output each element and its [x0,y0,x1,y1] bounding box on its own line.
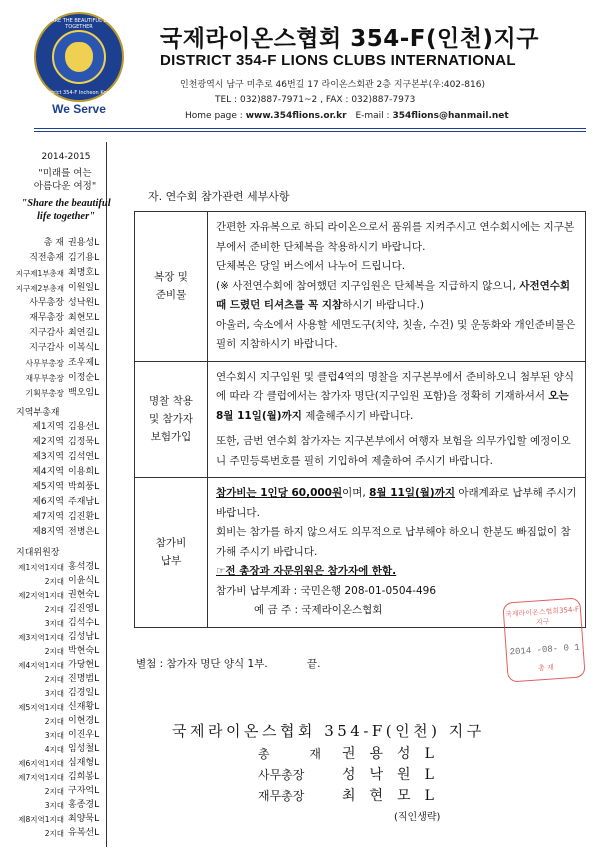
zone-name: 홍석경L [68,562,100,572]
tel-value: 032)887-7971~2 [239,95,318,105]
text-span: 제출해주시기 바랍니다. [301,409,414,422]
holder-value: 국제라이온스협회 [301,604,383,616]
officer-row [14,387,106,400]
logo-text-top: SHARE THE BEAUTIFUL LIFE TOGETHER [44,18,114,30]
region-row [14,496,106,509]
zone-title: 2지대 [44,577,64,586]
seal-omitted-note: (직인생략) [394,812,441,823]
officer-title: 지구감사 [29,328,64,338]
zone-name: 김경일L [68,688,100,698]
officer-title: 직전총재 [29,253,64,263]
footer-org-name: 국제라이온스협회 354-F(인천) 지구 [172,722,485,740]
official-seal [502,597,585,682]
officer-row [14,252,106,265]
row-body-nametag [208,361,586,478]
signer-name: 성낙원L [342,767,448,783]
text-span: 이며, [342,487,370,499]
signer-title: 총 재 [258,747,339,761]
org-name-en: DISTRICT 354-F LIONS CLUBS INTERNATIONAL [160,52,516,69]
slogan-en-line-1: "Share the beautiful [21,198,111,209]
label-line: 복장 및 [154,271,188,284]
officer-title: 총 재 [43,238,64,248]
tel-label: TEL : [215,95,238,105]
sidebar-slogan-ko [20,167,110,193]
zone-name: 김희봉L [68,772,100,782]
zone-title: 제2지역1지대 [18,591,64,600]
paragraph [216,484,577,523]
region-header: 지역부총재 [16,408,60,418]
officer-title: 지구제1부총재 [15,269,64,278]
zone-name: 최양묵L [68,814,100,824]
region-name: 김정묵L [68,437,100,447]
district-logo [34,12,124,102]
officer-row [14,357,106,370]
region-row [14,466,106,479]
officer-name: 성낙원L [68,298,100,308]
fax-value: 032)887-7973 [351,95,416,105]
sidebar-divider [106,142,107,847]
paragraph [216,277,577,316]
officer-row [14,312,106,325]
label-line: 준비물 [155,289,187,302]
zone-row [14,771,106,784]
org-name-ko: 국제라이온스협회 354-F(인천)지구 [160,26,539,52]
logo-text-bottom: District 354-F Incheon Korea [43,90,115,96]
text-span: 하시기 바랍니다.) [342,299,424,311]
officer-title: 기획부총장 [25,389,64,398]
emphasis-text: 사전연수회때 드렸던 티셔츠를 꼭 지참 [216,279,571,311]
signer-row [258,785,448,805]
zone-title: 2지대 [44,605,64,614]
zone-title: 제3지역1지대 [18,633,64,642]
homepage-link[interactable]: www.354flions.or.kr [245,111,347,121]
zone-row [14,659,106,672]
label-line: 납부 [160,555,182,568]
slogan-en-line-2: life together" [36,211,96,222]
seal-date: 2014 -08- 0 1 [509,642,581,658]
region-row [14,526,106,539]
zone-name: 박현숙L [68,646,100,656]
paragraph: 간편한 자유복으로 하되 라이온으로서 품위를 지켜주시고 연수회시에는 지구본부에서 준비한 단체복을 착용하시기 바랍니다. [216,221,575,253]
officer-name: 백오임L [68,388,100,398]
zone-title: 제6지역1지대 [18,759,64,768]
signer-name: 최현모L [342,788,448,804]
zone-title: 3지대 [44,731,64,740]
zone-name: 이윤식L [68,576,100,586]
officer-row [14,267,106,280]
region-name: 김석연L [68,452,100,462]
zone-name: 김석수L [68,618,100,628]
zone-name: 이진우L [68,730,100,740]
zone-title: 3지대 [44,801,64,810]
deadline-text: 8월 11일(월)까지 [369,487,455,499]
zone-name: 심재형L [68,758,100,768]
deadline-text: 오는 8월 11일(월)까지 [216,390,569,422]
zone-name: 홍종경L [68,800,100,810]
zone-name: 구자억L [68,786,100,796]
zone-title: 3지대 [44,689,64,698]
zone-title: 제1지역1지대 [18,563,64,572]
lion-icon [65,42,93,72]
officer-row [14,372,106,385]
row-label-attire [135,212,208,362]
officer-name: 최연길L [68,328,100,338]
zone-row [14,673,106,686]
officer-name: 최명호L [68,268,100,278]
attachment-text: 별첨 : 참가자 명단 양식 1부. [136,658,268,670]
zone-title: 2지대 [44,829,64,838]
sidebar-slogan-en [18,197,114,223]
officer-name: 최현모L [68,313,100,323]
zone-row [14,687,106,700]
zone-title: 3지대 [44,619,64,628]
section-title: 자. 연수회 참가관련 세부사항 [148,190,290,203]
officer-title: 지구감사 [29,343,64,353]
table-row-attire [135,212,586,362]
region-name: 주재남L [68,497,100,507]
signer-row [258,764,448,784]
account-line [216,582,577,602]
fax-label: , FAX : [320,95,349,105]
header-divider-thin [34,131,586,132]
signer-row [258,743,448,763]
region-row [14,436,106,449]
paragraph: 아울러, 숙소에서 사용할 세면도구(치약, 칫솔, 수건) 및 운동화와 개인준비물은 필히 지참하시기 바랍니다. [216,318,576,350]
region-row [14,511,106,524]
zone-row [14,603,106,616]
region-row [14,451,106,464]
text-span: 연수회시 지구임원 및 클럽4역의 명찰을 지구본부에서 준비하오니 첨부된 양식에 따라 각 클럽에서는 참가자 명단(지구임원 포함)을 정확히 기재하셔서 [216,370,574,402]
header-divider [34,128,586,129]
zone-title: 2지대 [44,675,64,684]
zone-name: 유복선L [68,828,100,838]
sidebar-year: 2014-2015 [41,152,91,162]
zone-name: 가당현L [68,660,100,670]
zone-row [14,617,106,630]
zone-row [14,827,106,840]
zone-name: 권현숙L [68,590,100,600]
fee-amount: 참가비는 1인당 60,000원 [216,487,343,499]
email-link[interactable]: 354flions@hanmail.net [392,111,509,121]
officer-title: 사무부총장 [25,359,64,368]
officer-row [14,327,106,340]
label-line: 명찰 착용 [149,395,193,408]
row-label-nametag [135,361,208,478]
region-row [14,481,106,494]
label-line: 참가비 [155,537,187,550]
zone-name: 진명범L [68,674,100,684]
zone-title: 4지대 [44,745,64,754]
zone-row [14,575,106,588]
officer-row [14,297,106,310]
zone-row [14,701,106,714]
officer-row [14,342,106,355]
zone-name: 신재황L [68,702,100,712]
zone-row [14,757,106,770]
signer-title: 재무총장 [258,789,305,803]
officer-title: 재무총장 [29,313,64,323]
officer-title: 지구제2부총재 [15,284,64,293]
region-name: 김진환L [68,512,100,522]
region-title: 제2지역 [32,437,64,447]
zone-row [14,785,106,798]
zone-title: 2지대 [44,647,64,656]
zone-row [14,589,106,602]
end-mark: 끝. [307,658,321,670]
paragraph: 단체복은 당일 버스에서 나누어 드립니다. [216,260,406,272]
zone-title: 제5지역1지대 [18,703,64,712]
zone-row [14,645,106,658]
zone-row [14,631,106,644]
attachment-note [136,656,321,671]
zone-row [14,729,106,742]
address: 인천광역시 남구 미추로 46번길 17 라이온스회관 2층 지구본부(우:402-816) [180,80,485,90]
we-serve-motto: We Serve [52,102,106,116]
slogan-ko-line-2: 아름다운 여정" [33,181,97,192]
label-line: 보험가입 [150,431,192,444]
region-name: 이용희L [68,467,100,477]
region-title: 제1지역 [32,422,64,432]
officer-row [14,282,106,295]
signer-title: 사무총장 [258,768,305,782]
officer-name: 이복식L [68,343,100,353]
logo-emblem [52,30,106,84]
zone-name: 임성철L [68,744,100,754]
region-title: 제5지역 [32,482,64,492]
home-label: Home page : [185,111,243,121]
zone-name: 김성남L [68,632,100,642]
region-title: 제3지역 [32,452,64,462]
region-title: 제7지역 [32,512,64,522]
table-row-nametag [135,361,586,478]
label-line: 및 참가자 [149,413,193,426]
officer-row [14,237,106,250]
zone-title: 제4지역1지대 [18,661,64,670]
officer-name: 권용성L [68,238,100,248]
paragraph: 또한, 금번 연수회 참가자는 지구본부에서 여행자 보험을 의무가입할 예정이오니 주민등록번호를 필히 기입하여 제출하여 주시기 바랍니다. [216,435,571,467]
signer-name: 권용성L [342,746,448,762]
seal-top-text: 국제라이온스협회354-F지구 [504,605,580,627]
paragraph [216,368,577,427]
zone-name: 이현경L [68,716,100,726]
zone-title: 2지대 [44,717,64,726]
region-row [14,421,106,434]
officer-name: 조우제L [68,358,100,368]
officer-title: 사무총장 [29,298,64,308]
zone-title: 제7지역1지대 [18,773,64,782]
text-span: 아래계좌로 납부해 주시기 바랍니다. [216,487,577,519]
officer-title: 재무부총장 [25,374,64,383]
paragraph: 회비는 참가를 하지 않으셔도 의무적으로 납부해야 하오니 한분도 빠짐없이 참가해 주시기 바랍니다. [216,526,571,558]
row-body-attire [208,212,586,362]
details-table [134,211,586,628]
region-title: 제4지역 [32,467,64,477]
zone-name: 김진영L [68,604,100,614]
paragraph-note: ☞전 총장과 자문위원은 참가자에 한함. [216,565,397,577]
contact-web-line [185,111,509,121]
zone-row [14,743,106,756]
region-title: 제6지역 [32,497,64,507]
seal-bottom-text: 총 재 [537,663,555,673]
officer-name: 이원일L [68,283,100,293]
email-label: E-mail : [355,111,390,121]
zone-title: 제8지역1지대 [18,815,64,824]
region-name: 전병은L [68,527,100,537]
zone-row [14,813,106,826]
zone-row [14,799,106,812]
zone-row [14,715,106,728]
row-label-fee [135,478,208,628]
text-span: (※ 사전연수회에 참여했던 지구임원은 단체복을 지급하지 않으니, [216,279,520,292]
holder-label: 예 금 주 : [254,604,298,616]
account-label: 참가비 납부계좌 : [216,584,298,597]
contact-phone-line [215,95,415,105]
region-title: 제8지역 [32,527,64,537]
account-value: 국민은행 208-01-0504-496 [300,584,437,597]
zone-header: 지대위원장 [16,548,60,558]
region-name: 박희풍L [68,482,100,492]
zone-title: 2지대 [44,787,64,796]
officer-name: 김기용L [68,253,100,263]
zone-row [14,561,106,574]
slogan-ko-line-1: "미래를 여는 [38,168,92,179]
officer-name: 이정순L [68,373,100,383]
region-name: 김용선L [68,422,100,432]
